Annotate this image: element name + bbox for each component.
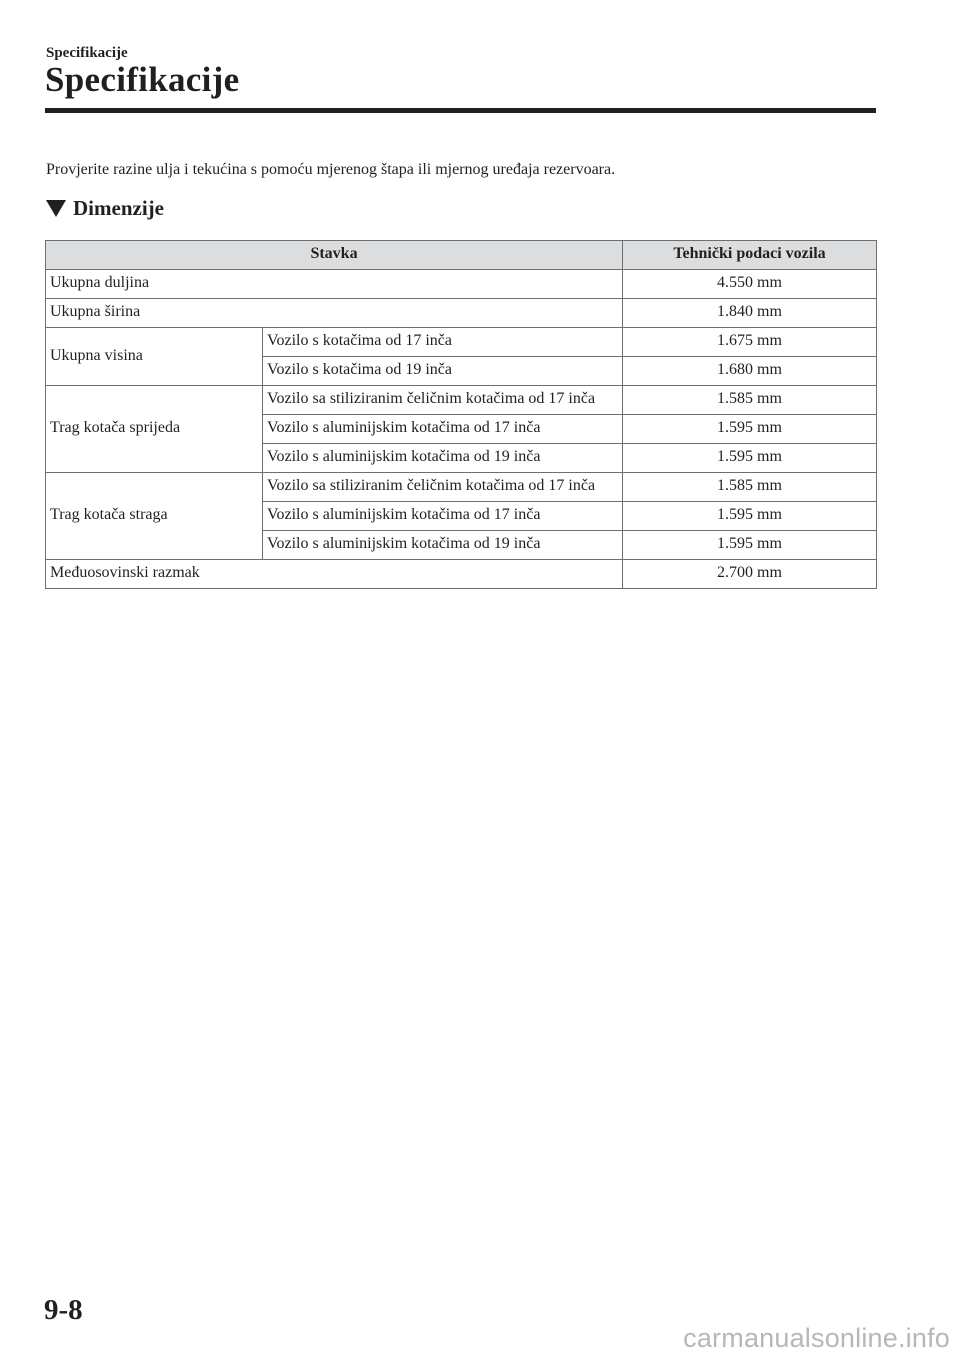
row-value: 1.595 mm (623, 531, 877, 560)
triangle-down-icon (46, 200, 66, 217)
table-row (46, 473, 877, 502)
row-sub-label: Vozilo s aluminijskim kotačima od 19 inča (263, 444, 623, 473)
table-row (46, 560, 877, 589)
row-value: 4.550 mm (623, 270, 877, 299)
row-item: Trag kotača straga (46, 473, 263, 560)
watermark: carmanualsonline.info (683, 1323, 950, 1353)
row-sub-label: Vozilo sa stiliziranim čeličnim kotačima od 17 inča (263, 386, 623, 415)
section-heading (46, 196, 164, 221)
row-sub-label: Vozilo s aluminijskim kotačima od 19 inča (263, 531, 623, 560)
row-value: 1.595 mm (623, 444, 877, 473)
row-value: 1.680 mm (623, 357, 877, 386)
row-value: 1.595 mm (623, 502, 877, 531)
row-sub-label: Vozilo s kotačima od 19 inča (263, 357, 623, 386)
row-sub-label: Vozilo sa stiliziranim čeličnim kotačima od 17 inča (263, 473, 623, 502)
column-header-item: Stavka (46, 241, 623, 270)
dimensions-table (45, 240, 877, 589)
row-value: 1.595 mm (623, 415, 877, 444)
row-item: Trag kotača sprijeda (46, 386, 263, 473)
section-label: Specifikacije (46, 45, 128, 61)
row-value: 1.585 mm (623, 473, 877, 502)
row-item: Ukupna visina (46, 328, 263, 386)
page-number: 9-8 (44, 1294, 83, 1326)
intro-text: Provjerite razine ulja i tekućina s pomoću mjerenog štapa ili mjernog uređaja rezervoara. (46, 161, 616, 178)
table-row (46, 299, 877, 328)
table-row (46, 386, 877, 415)
row-value: 1.840 mm (623, 299, 877, 328)
row-item: Ukupna širina (46, 299, 623, 328)
row-item: Međuosovinski razmak (46, 560, 623, 589)
row-value: 1.675 mm (623, 328, 877, 357)
column-header-value: Tehnički podaci vozila (623, 241, 877, 270)
row-value: 2.700 mm (623, 560, 877, 589)
row-sub-label: Vozilo s aluminijskim kotačima od 17 inča (263, 415, 623, 444)
row-value: 1.585 mm (623, 386, 877, 415)
title-divider (45, 108, 876, 113)
row-item: Ukupna duljina (46, 270, 623, 299)
row-sub-label: Vozilo s kotačima od 17 inča (263, 328, 623, 357)
table-header-row (46, 241, 877, 270)
section-title: Dimenzije (73, 196, 164, 220)
table-row (46, 328, 877, 357)
table-row (46, 270, 877, 299)
row-sub-label: Vozilo s aluminijskim kotačima od 17 inča (263, 502, 623, 531)
page-title: Specifikacije (45, 60, 240, 99)
